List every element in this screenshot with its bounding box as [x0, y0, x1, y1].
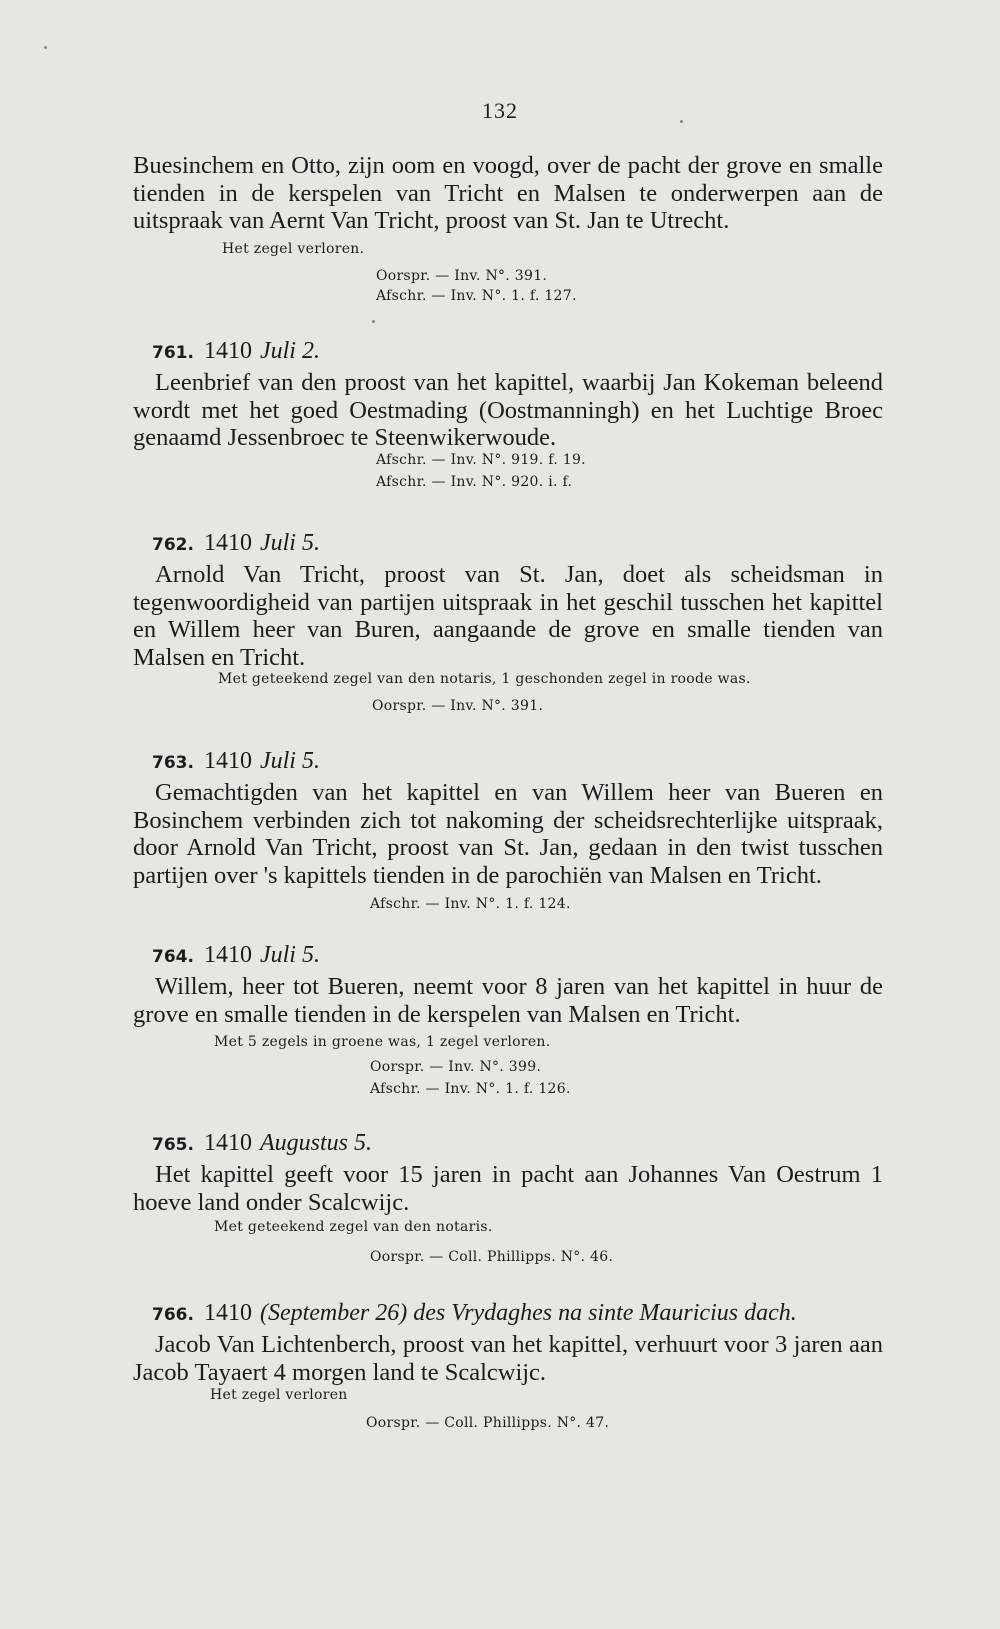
entry-761-ref-1: Afschr. — Inv. N°. 919. f. 19.: [376, 452, 586, 468]
intro-ref-2: Afschr. — Inv. N°. 1. f. 127.: [376, 288, 577, 304]
entry-762-header: [152, 530, 320, 557]
entry-765-header: [152, 1130, 372, 1157]
entry-764-text-block: [133, 973, 883, 1028]
scan-speck: [372, 320, 375, 323]
entry-765-number: 765.: [152, 1135, 194, 1155]
entry-761-ref-2: Afschr. — Inv. N°. 920. i. f.: [376, 474, 573, 490]
entry-765-date: Augustus 5.: [259, 1130, 372, 1156]
scan-speck: [680, 120, 683, 123]
entry-762-text: Arnold Van Tricht, proost van St. Jan, doet als scheidsman in tegenwoordigheid van partijen uitspraak in het geschil tusschen het kapittel en Willem heer van Buren, aangaande de grove en smalle tienden van Malsen en Tricht.: [133, 561, 883, 671]
entry-765-text: Het kapittel geeft voor 15 jaren in pacht aan Johannes Van Oestrum 1 hoeve land onder Scalcwijc.: [133, 1161, 883, 1216]
intro-note: Het zegel verloren.: [222, 241, 365, 257]
entry-763-ref-1: Afschr. — Inv. N°. 1. f. 124.: [370, 896, 571, 912]
entry-766-year: 1410: [203, 1300, 252, 1326]
entry-763-date: Juli 5.: [259, 748, 320, 774]
entry-766-number: 766.: [152, 1305, 194, 1325]
entry-765-year: 1410: [203, 1130, 252, 1156]
entry-762-text-block: [133, 561, 883, 671]
entry-763-text-block: [133, 779, 883, 889]
entry-766-header: [152, 1300, 797, 1327]
entry-764-ref-1: Oorspr. — Inv. N°. 399.: [370, 1059, 542, 1075]
entry-764-header: [152, 942, 320, 969]
entry-762-year: 1410: [203, 530, 252, 556]
entry-766-ref-1: Oorspr. — Coll. Phillipps. N°. 47.: [366, 1415, 610, 1431]
entry-762-date: Juli 5.: [259, 530, 320, 556]
entry-763-text: Gemachtigden van het kapittel en van Willem heer van Bueren en Bosinchem verbinden zich tot nakoming der scheidsrechterlijke uitspraak, door Arnold Van Tricht, proost van St. Jan, gedaan in den twist tusschen partijen over 's kapittels tienden in de parochiën van Malsen en Tricht.: [133, 779, 883, 889]
entry-766-text: Jacob Van Lichtenberch, proost van het kapittel, verhuurt voor 3 jaren aan Jacob Tayaert 4 morgen land te Scalcwijc.: [133, 1331, 883, 1386]
entry-766-date: (September 26): [259, 1300, 408, 1326]
entry-765-ref-1: Oorspr. — Coll. Phillipps. N°. 46.: [370, 1249, 614, 1265]
scan-speck: [44, 46, 47, 49]
entry-764-ref-2: Afschr. — Inv. N°. 1. f. 126.: [370, 1081, 571, 1097]
entry-762-note: Met geteekend zegel van den notaris, 1 geschonden zegel in roode was.: [218, 671, 751, 687]
entry-766-date-phrase: des Vrydaghes na sinte Mauricius dach.: [413, 1300, 797, 1326]
entry-764-text: Willem, heer tot Bueren, neemt voor 8 jaren van het kapittel in huur de grove en smalle tienden in de kerspelen van Malsen en Tricht.: [133, 973, 883, 1028]
intro-text-block: [133, 152, 883, 235]
entry-761-number: 761.: [152, 343, 194, 363]
entry-764-note: Met 5 zegels in groene was, 1 zegel verloren.: [214, 1034, 551, 1050]
entry-764-date: Juli 5.: [259, 942, 320, 968]
entry-761-year: 1410: [203, 338, 252, 364]
page-number: 132: [482, 98, 518, 123]
intro-text: Buesinchem en Otto, zijn oom en voogd, over de pacht der grove en smalle tienden in de kerspelen van Tricht en Malsen te onderwerpen aan de uitspraak van Aernt Van Tricht, proost van St. Jan te Utrecht.: [133, 152, 883, 234]
entry-763-header: [152, 748, 320, 775]
entry-765-text-block: [133, 1161, 883, 1216]
entry-764-number: 764.: [152, 947, 194, 967]
entry-761-header: [152, 338, 320, 365]
entry-761-text: Leenbrief van den proost van het kapittel, waarbij Jan Kokeman beleend wordt met het goed Oestmading (Oostmanningh) en het Luchtige Broec genaamd Jessenbroec te Steenwikerwoude.: [133, 369, 883, 451]
entry-763-year: 1410: [203, 748, 252, 774]
entry-762-ref-1: Oorspr. — Inv. N°. 391.: [372, 698, 544, 714]
entry-766-note: Het zegel verloren: [210, 1387, 348, 1403]
entry-766-text-block: [133, 1331, 883, 1386]
entry-763-number: 763.: [152, 753, 194, 773]
intro-ref-1: Oorspr. — Inv. N°. 391.: [376, 268, 548, 284]
entry-762-number: 762.: [152, 535, 194, 555]
entry-761-date: Juli 2.: [259, 338, 320, 364]
entry-764-year: 1410: [203, 942, 252, 968]
entry-761-text-block: [133, 369, 883, 452]
entry-765-note: Met geteekend zegel van den notaris.: [214, 1219, 493, 1235]
